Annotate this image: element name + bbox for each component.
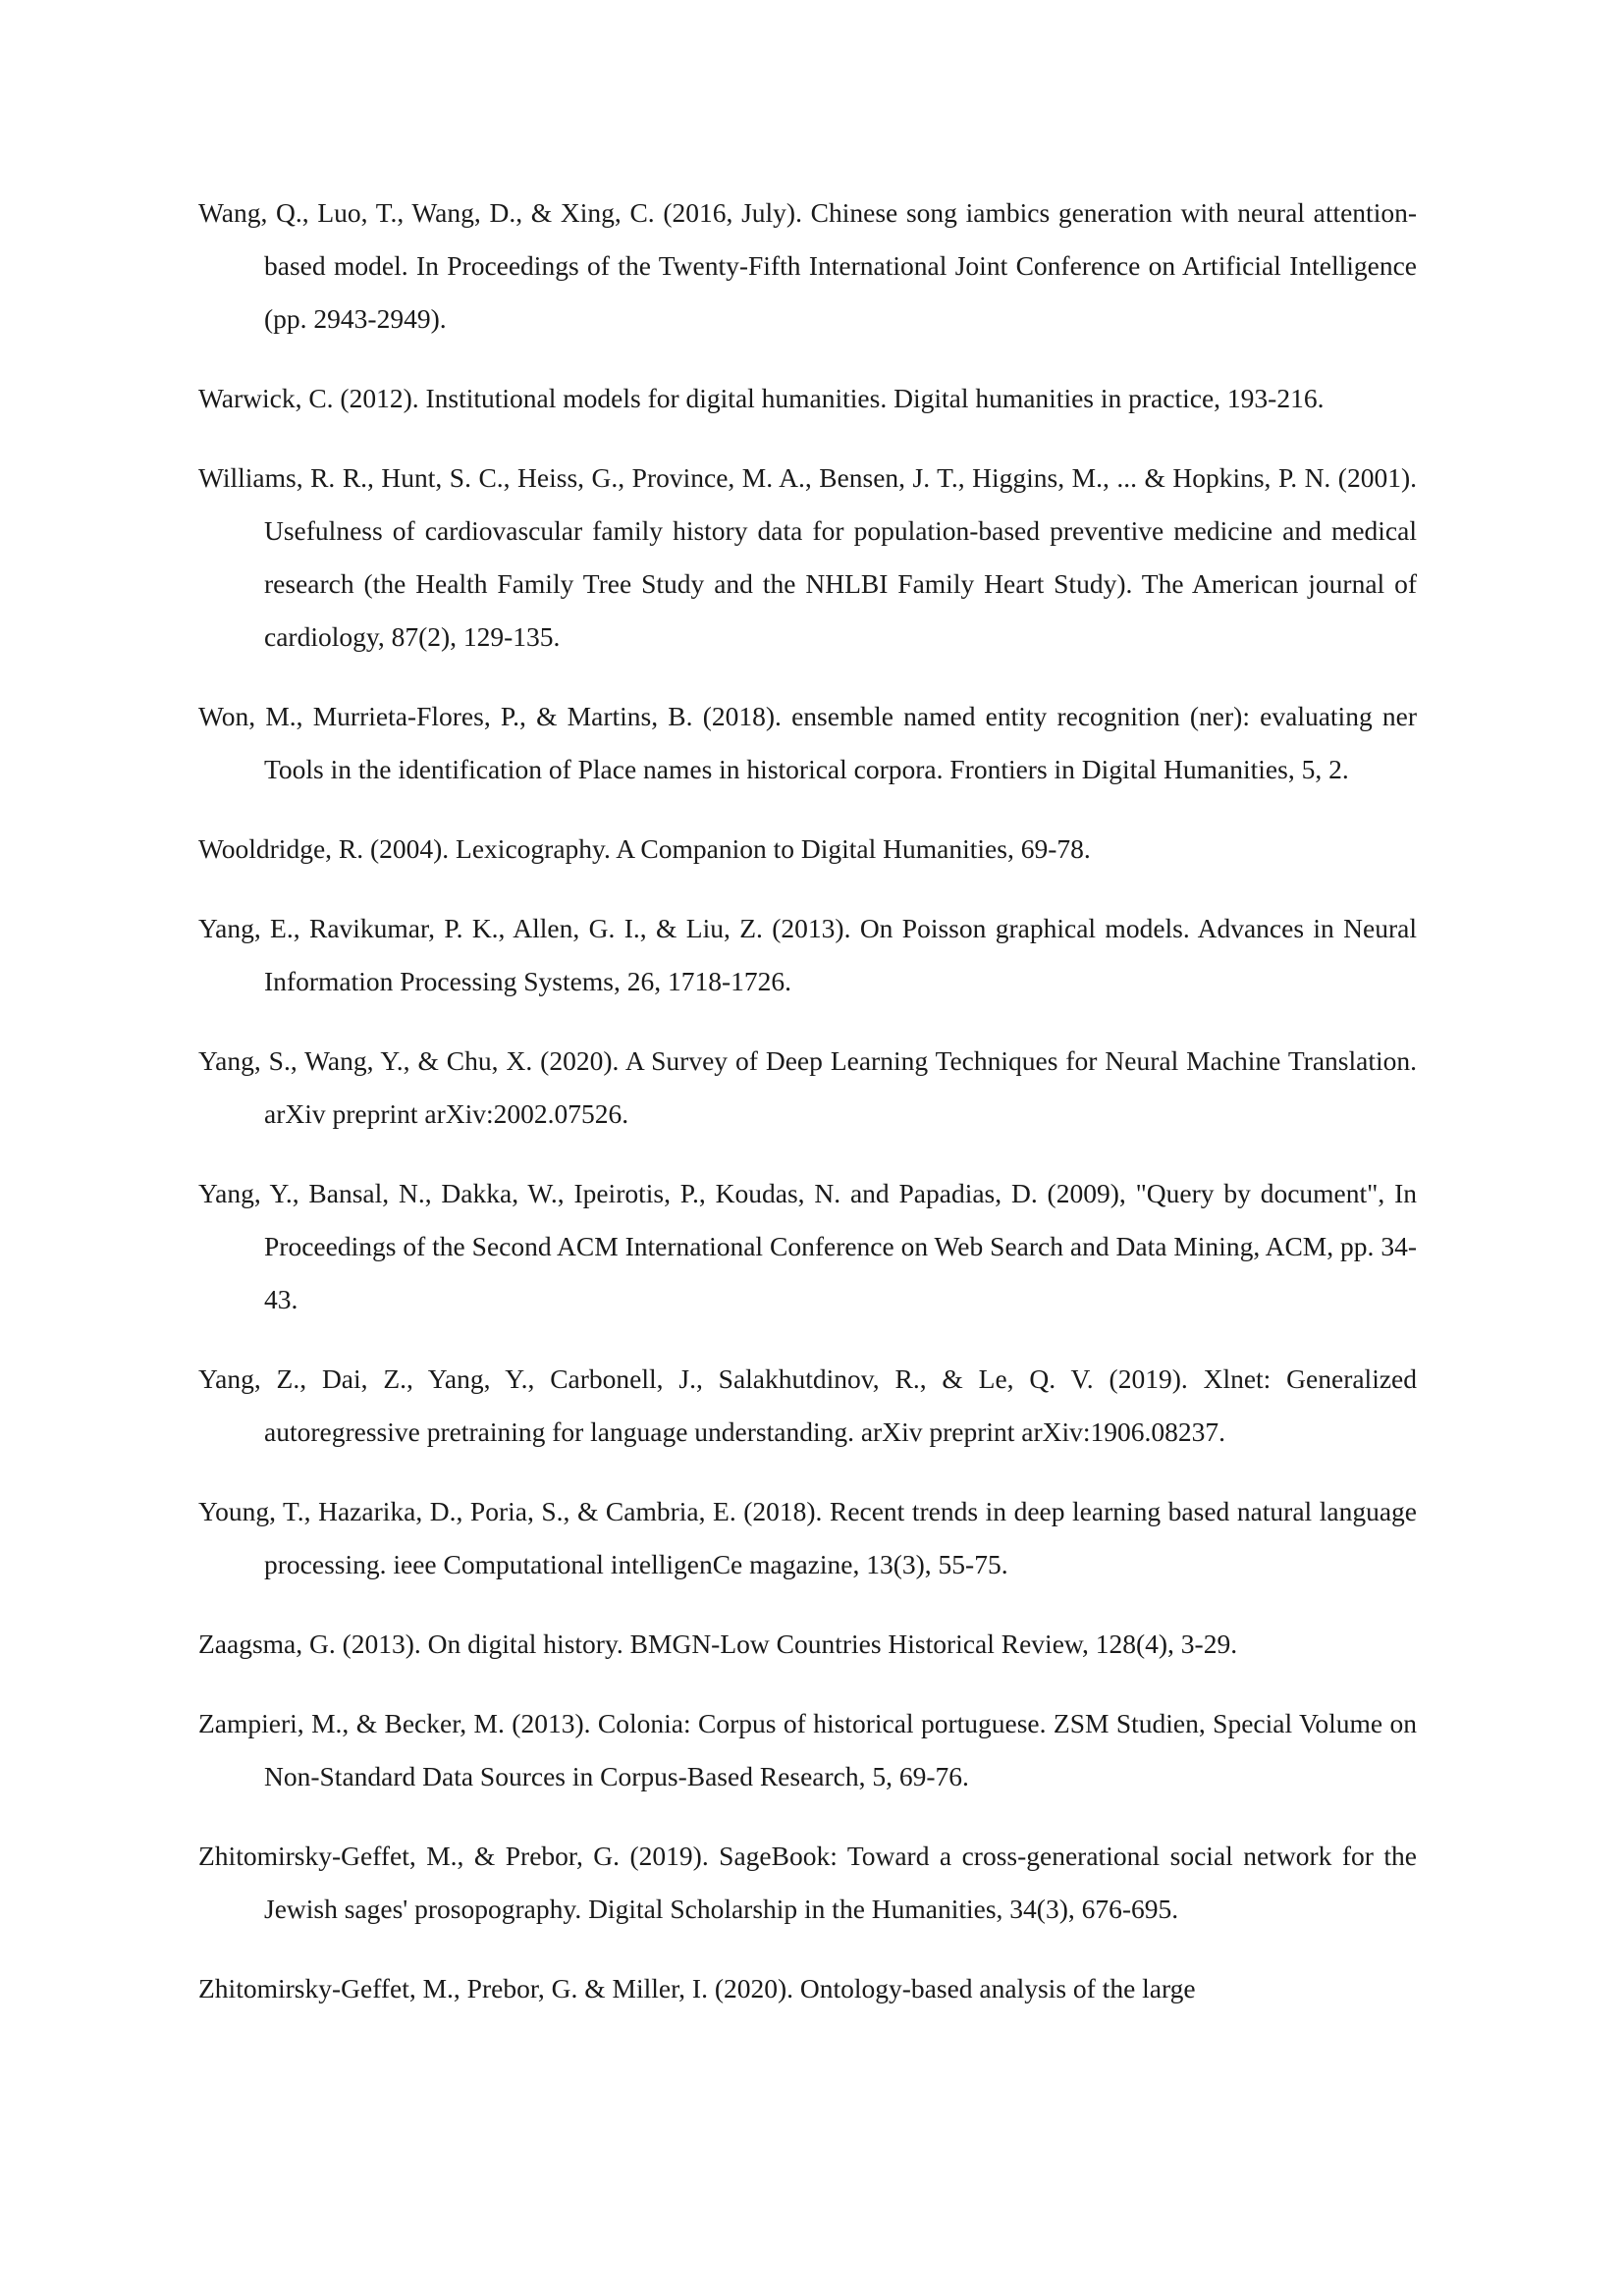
- reference-entry: Won, M., Murrieta-Flores, P., & Martins, B. (2018). ensemble named entity recognition (ner): evaluating ner Tools in the identification of Place names in historical corpora. Frontiers in Digital Humanities, 5, 2.: [198, 701, 1417, 784]
- reference-entry: Yang, Z., Dai, Z., Yang, Y., Carbonell, J., Salakhutdinov, R., & Le, Q. V. (2019). Xlnet: Generalized autoregressive pretraining for language understanding. arXiv preprint arXiv:1906.08237.: [198, 1363, 1417, 1447]
- reference-entry: Wooldridge, R. (2004). Lexicography. A Companion to Digital Humanities, 69-78.: [198, 833, 1091, 864]
- reference-entry: Zhitomirsky-Geffet, M., Prebor, G. & Miller, I. (2020). Ontology-based analysis of the large: [198, 1973, 1196, 2003]
- reference-entry: Yang, Y., Bansal, N., Dakka, W., Ipeirotis, P., Koudas, N. and Papadias, D. (2009), "Query by document", In Proceedings of the Second ACM International Conference on Web Search and Data Mining, ACM, pp. 34-43.: [198, 1178, 1417, 1314]
- reference-entry: Yang, E., Ravikumar, P. K., Allen, G. I., & Liu, Z. (2013). On Poisson graphical models. Advances in Neural Information Processing Systems, 26, 1718-1726.: [198, 913, 1417, 996]
- reference-entry: Yang, S., Wang, Y., & Chu, X. (2020). A Survey of Deep Learning Techniques for Neural Machine Translation. arXiv preprint arXiv:2002.07526.: [198, 1045, 1417, 1129]
- reference-entry: Zampieri, M., & Becker, M. (2013). Colonia: Corpus of historical portuguese. ZSM Studien, Special Volume on Non-Standard Data Sources in Corpus-Based Research, 5, 69-76.: [198, 1708, 1417, 1791]
- reference-entry: Warwick, C. (2012). Institutional models for digital humanities. Digital humanities in practice, 193-216.: [198, 383, 1325, 413]
- reference-entry: Wang, Q., Luo, T., Wang, D., & Xing, C. (2016, July). Chinese song iambics generation with neural attention-based model. In Proceedings of the Twenty-Fifth International Joint Conference on Artificial Intelligence (pp. 2943-2949).: [198, 197, 1417, 334]
- reference-list: [198, 187, 1417, 2042]
- reference-entry: Young, T., Hazarika, D., Poria, S., & Cambria, E. (2018). Recent trends in deep learning based natural language processing. ieee Computational intelligenCe magazine, 13(3), 55-75.: [198, 1496, 1417, 1579]
- reference-entry: Williams, R. R., Hunt, S. C., Heiss, G., Province, M. A., Bensen, J. T., Higgins, M., ... & Hopkins, P. N. (2001). Usefulness of cardiovascular family history data for population-based preventive medicine and medical research (the Health Family Tree Study and the NHLBI Family Heart Study). The American journal of cardiology, 87(2), 129-135.: [198, 462, 1417, 652]
- reference-entry: Zaagsma, G. (2013). On digital history. BMGN-Low Countries Historical Review, 128(4), 3-29.: [198, 1629, 1238, 1659]
- reference-entry: Zhitomirsky-Geffet, M., & Prebor, G. (2019). SageBook: Toward a cross-generational social network for the Jewish sages' prosopography. Digital Scholarship in the Humanities, 34(3), 676-695.: [198, 1841, 1417, 1924]
